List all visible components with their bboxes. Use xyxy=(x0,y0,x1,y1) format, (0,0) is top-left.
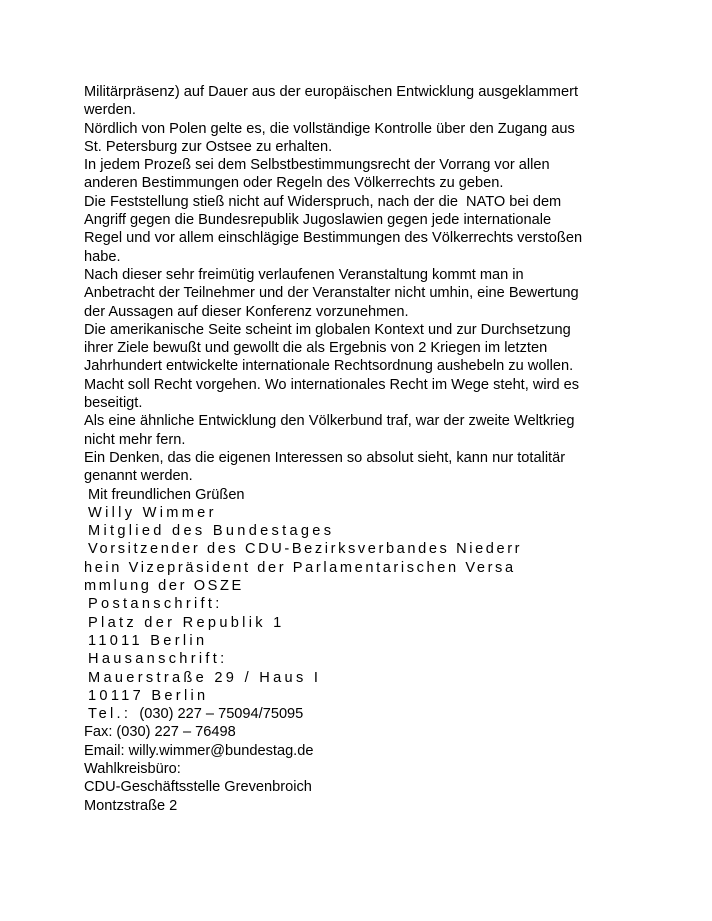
sender-role-line: mmlung der OSZE xyxy=(84,578,244,595)
paragraph xyxy=(84,449,624,486)
house-address-label: Hausanschrift: xyxy=(88,651,228,668)
phone-number: (030) 227 – 75094/75095 xyxy=(139,706,304,723)
paragraph xyxy=(84,156,624,193)
sender-role-line: hein Vizepräsident der Parlamentarischen Versa xyxy=(84,559,516,576)
office-label: Wahlkreisbüro: xyxy=(84,760,181,777)
text-line: habe. xyxy=(84,248,121,265)
closing-text: Mit freundlichen Grüßen xyxy=(88,486,245,503)
text-line: Die amerikanische Seite scheint im globalen Kontext und zur Durchsetzung xyxy=(84,321,571,338)
postal-street: Platz der Republik 1 xyxy=(88,614,285,631)
text-line: Als eine ähnliche Entwicklung den Völkerbund traf, war der zweite Weltkrieg xyxy=(84,413,575,430)
paragraph xyxy=(84,412,624,449)
paragraph xyxy=(84,120,624,157)
sender-name: Willy Wimmer xyxy=(88,504,217,521)
phone-label: Tel.: xyxy=(88,706,132,723)
house-city: 10117 Berlin xyxy=(88,687,209,704)
paragraph xyxy=(84,321,624,412)
text-line: Ein Denken, das die eigenen Interessen so absolut sieht, kann nur totalitär xyxy=(84,449,566,466)
house-street: Mauerstraße 29 / Haus I xyxy=(88,669,322,686)
office-name: CDU-Geschäftsstelle Grevenbroich xyxy=(84,779,312,796)
text-line: werden. xyxy=(84,102,136,119)
text-line: In jedem Prozeß sei dem Selbstbestimmungsrecht der Vorrang vor allen xyxy=(84,157,550,174)
postal-address-label: Postanschrift: xyxy=(88,596,223,613)
text-line: St. Petersburg zur Ostsee zu erhalten. xyxy=(84,138,333,155)
fax-line: Fax: (030) 227 – 76498 xyxy=(84,724,236,741)
text-line: genannt werden. xyxy=(84,468,193,485)
text-line: Anbetracht der Teilnehmer und der Veranstalter nicht umhin, eine Bewertung xyxy=(84,285,579,302)
office-street: Montzstraße 2 xyxy=(84,797,178,814)
text-line: der Aussagen auf dieser Konferenz vorzunehmen. xyxy=(84,303,409,320)
postal-city: 11011 Berlin xyxy=(88,632,208,649)
text-line: anderen Bestimmungen oder Regeln des Völkerrechts zu geben. xyxy=(84,175,504,192)
sender-role: Mitglied des Bundestages xyxy=(88,523,335,540)
text-line: ihrer Ziele bewußt und gewollt die als Ergebnis von 2 Kriegen im letzten xyxy=(84,340,548,357)
text-line: Nach dieser sehr freimütig verlaufenen Veranstaltung kommt man in xyxy=(84,266,524,283)
text-line: Jahrhundert entwickelte internationale Rechtsordnung aushebeln zu wollen. xyxy=(84,358,574,375)
paragraph xyxy=(84,266,624,321)
text-line: Nördlich von Polen gelte es, die vollständige Kontrolle über den Zugang aus xyxy=(84,120,575,137)
text-line: Militärpräsenz) auf Dauer aus der europäischen Entwicklung ausgeklammert xyxy=(84,84,578,100)
letter-page xyxy=(84,83,624,815)
text-line: Regel und vor allem einschlägige Bestimmungen des Völkerrechts verstoßen xyxy=(84,230,583,247)
text-line: Angriff gegen die Bundesrepublik Jugoslawien gegen jede internationale xyxy=(84,212,552,229)
text-line: beseitigt. xyxy=(84,395,143,412)
phone-line xyxy=(84,705,624,723)
email-line: Email: willy.wimmer@bundestag.de xyxy=(84,742,314,759)
text-line: Macht soll Recht vorgehen. Wo internationales Recht im Wege steht, wird es xyxy=(84,376,580,393)
paragraph xyxy=(84,193,624,266)
sender-role-line: Vorsitzender des CDU-Bezirksverbandes Niederr xyxy=(88,541,523,558)
signature-block xyxy=(84,486,624,815)
text-line: nicht mehr fern. xyxy=(84,431,186,448)
paragraph xyxy=(84,83,624,120)
text-line: Die Feststellung stieß nicht auf Widerspruch, nach der die NATO bei dem xyxy=(84,193,562,210)
